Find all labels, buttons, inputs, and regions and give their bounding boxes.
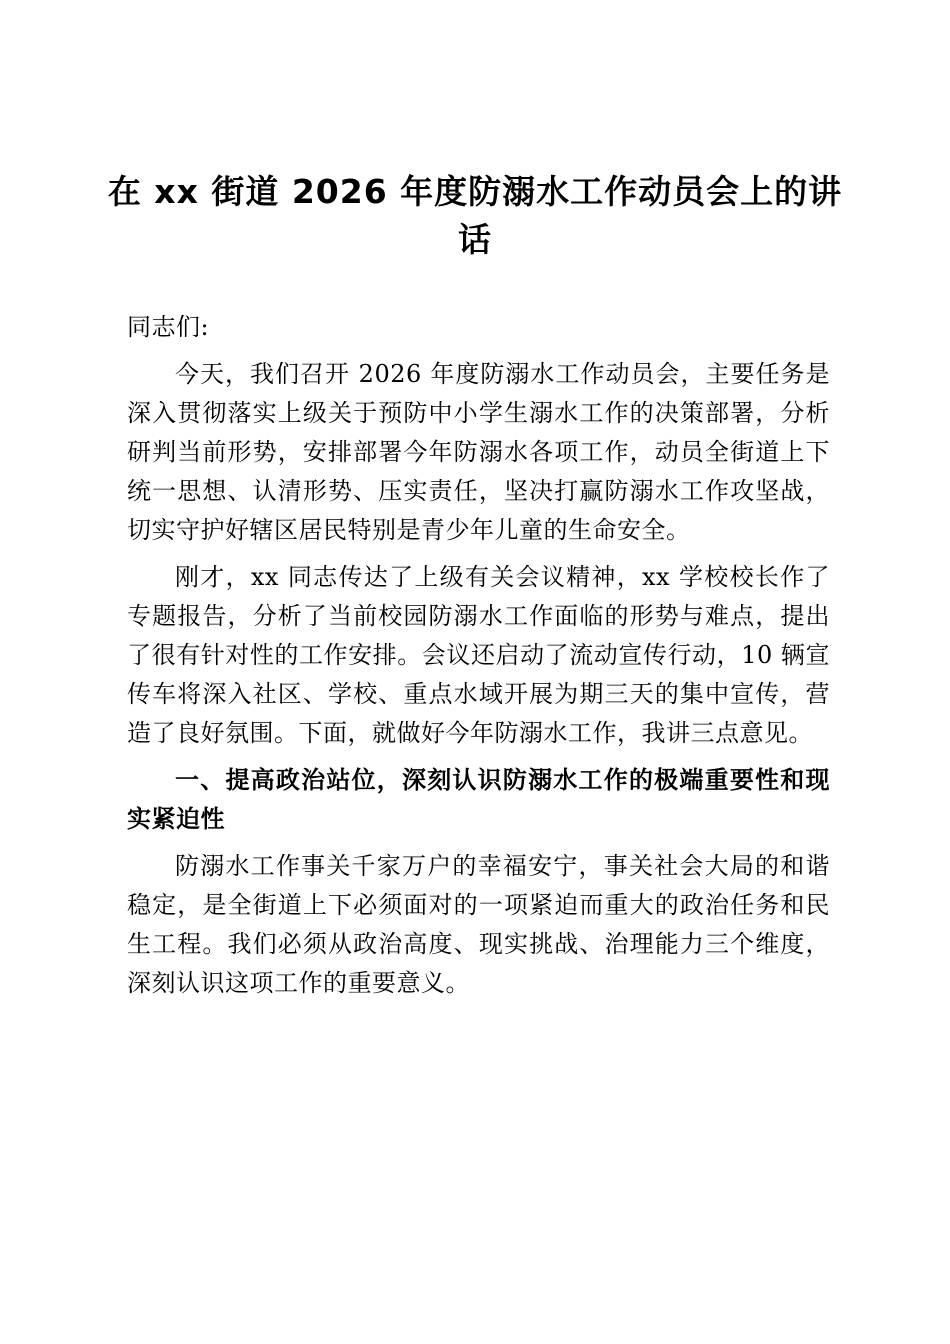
document-title: 在 xx 街道 2026 年度防溺水工作动员会上的讲话 <box>107 172 843 259</box>
document-body <box>127 308 830 1011</box>
section-heading-1: 一、提高政治站位，深刻认识防溺水工作的极端重要性和现实紧迫性 <box>127 766 830 833</box>
body-paragraph-2: 刚才，xx 同志传达了上级有关会议精神，xx 学校校长作了专题报告，分析了当前校园防溺水工作面临的形势与难点，提出了很有针对性的工作安排。会议还启动了流动宣传行动，10 辆宣传车将深入社区、学校、重点水域开展为期三天的集中宣传，营造了良好氛围。下面，就做好今年防溺水工作，我讲三点意见。 <box>127 563 830 747</box>
section-paragraph-1: 防溺水工作事关千家万户的幸福安宁，事关社会大局的和谐稳定，是全街道上下必须面对的一项紧迫而重大的政治任务和民生工程。我们必须从政治高度、现实挑战、治理能力三个维度，深刻认识这项工作的重要意义。 <box>127 852 830 997</box>
salutation: 同志们: <box>127 313 210 341</box>
body-paragraph-1: 今天，我们召开 2026 年度防溺水工作动员会，主要任务是深入贯彻落实上级关于预防中小学生溺水工作的决策部署，分析研判当前形势，安排部署今年防溺水各项工作，动员全街道上下统一思想、认清形势、压实责任，坚决打赢防溺水工作攻坚战，切实守护好辖区居民特别是青少年儿童的生命安全。 <box>127 360 830 544</box>
